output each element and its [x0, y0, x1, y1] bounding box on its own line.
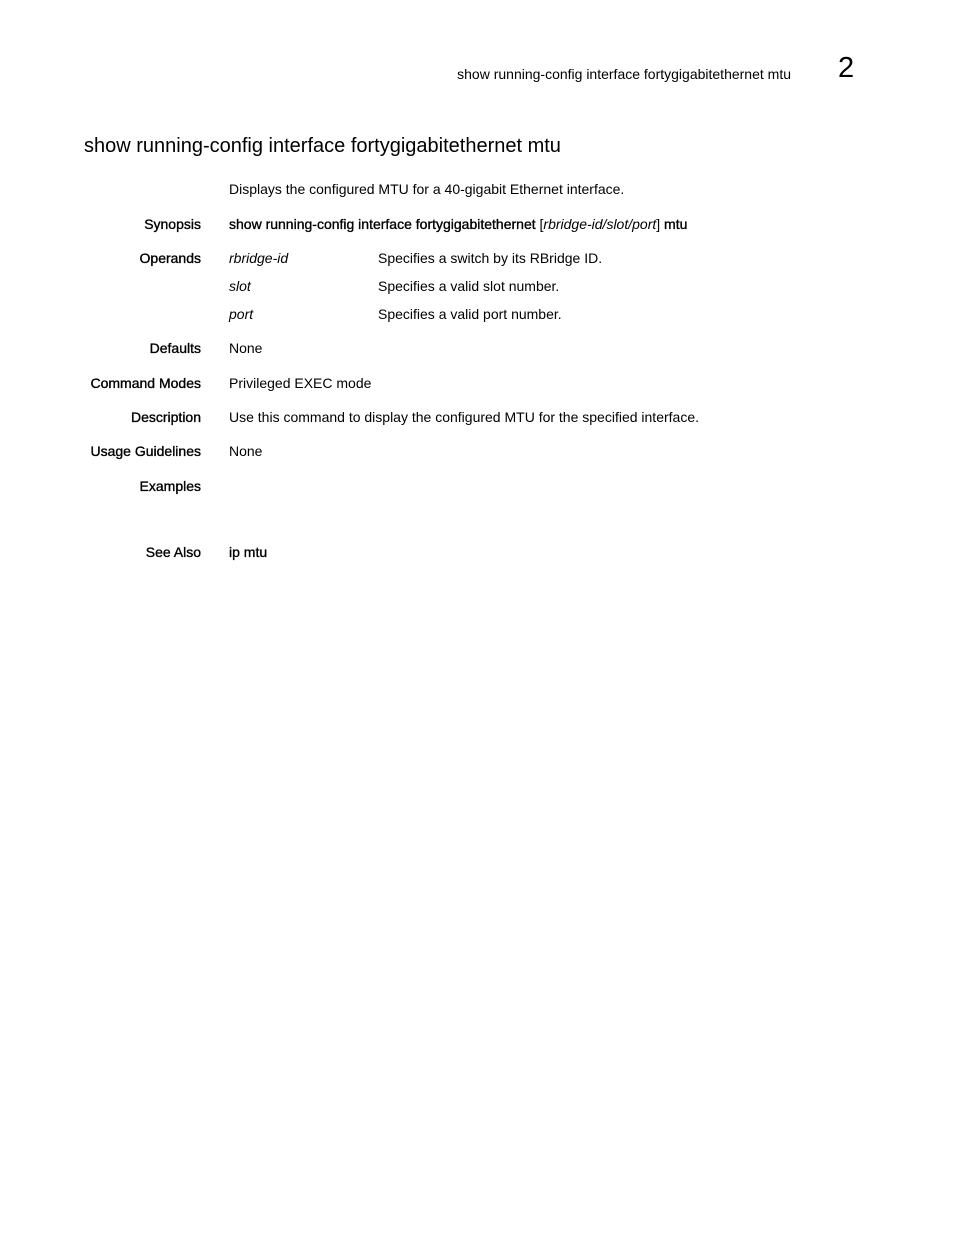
- operand-description: Specifies a valid port number.: [378, 306, 562, 322]
- synopsis-argument: rbridge-id/slot/port: [543, 216, 657, 232]
- command-modes-value: Privileged EXEC mode: [229, 375, 372, 391]
- defaults-value: None: [229, 340, 263, 356]
- synopsis-bracket-close: ]: [656, 216, 665, 232]
- description-value: Use this command to display the configured MTU for the specified interface.: [229, 409, 699, 425]
- command-modes-label: Command Modes: [90, 375, 201, 391]
- usage-guidelines-label: Usage Guidelines: [90, 443, 201, 459]
- usage-guidelines-value: None: [229, 443, 263, 459]
- synopsis-bracket-open: [: [535, 216, 544, 232]
- operand-name: slot: [229, 278, 251, 294]
- operand-name: rbridge-id: [229, 250, 289, 266]
- operands-label: Operands: [139, 250, 201, 266]
- examples-label: Examples: [139, 478, 201, 494]
- synopsis-keyword: mtu: [664, 216, 688, 232]
- synopsis-value: [229, 216, 687, 232]
- operand-description: Specifies a switch by its RBridge ID.: [378, 250, 603, 266]
- description-label: Description: [130, 409, 201, 425]
- see-also-link[interactable]: ip mtu: [229, 544, 268, 560]
- defaults-label: Defaults: [149, 340, 201, 356]
- synopsis-label: Synopsis: [144, 216, 201, 232]
- chapter-number: 2: [838, 52, 855, 84]
- command-summary: Displays the configured MTU for a 40-gigabit Ethernet interface.: [229, 181, 625, 197]
- running-header: show running-config interface fortygigabitethernet mtu: [457, 66, 791, 82]
- synopsis-command: show running-config interface fortygigabitethernet: [229, 216, 536, 232]
- page-title: show running-config interface fortygigabitethernet mtu: [84, 135, 561, 157]
- see-also-label: See Also: [145, 544, 201, 560]
- operand-name: port: [229, 306, 254, 322]
- operand-description: Specifies a valid slot number.: [378, 278, 560, 294]
